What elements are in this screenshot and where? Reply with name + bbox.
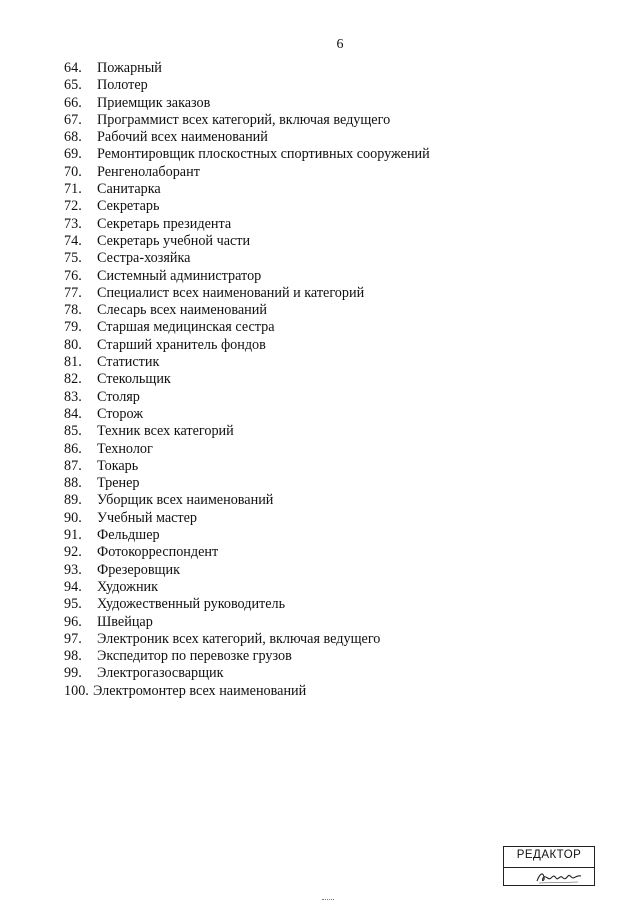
item-number: 85. (64, 423, 82, 440)
list-item (64, 527, 430, 544)
item-number: 91. (64, 527, 82, 544)
item-number: 92. (64, 544, 82, 561)
item-text: Фотокорреспондент (97, 544, 219, 561)
list-item (64, 285, 430, 302)
item-text: Слесарь всех наименований (97, 302, 267, 319)
list-item (64, 441, 430, 458)
item-number: 68. (64, 129, 82, 146)
list-item (64, 181, 430, 198)
list-item (64, 337, 430, 354)
list-item (64, 60, 430, 77)
item-text: Секретарь президента (97, 215, 232, 232)
item-number: 70. (64, 163, 82, 180)
item-text: Стекольщик (97, 371, 171, 388)
item-number: 94. (64, 578, 82, 595)
item-number: 69. (64, 146, 82, 163)
item-text: Приемщик заказов (97, 94, 211, 111)
item-number: 100. (64, 682, 89, 699)
item-number: 96. (64, 613, 82, 630)
item-number: 97. (64, 630, 82, 647)
list-item (64, 562, 430, 579)
item-text: Санитарка (97, 181, 161, 198)
item-text: Сестра-хозяйка (97, 250, 191, 267)
item-text: Художник (97, 578, 159, 595)
list-item (64, 596, 430, 613)
item-number: 74. (64, 232, 82, 249)
item-text: Полотер (97, 77, 148, 94)
list-item (64, 683, 430, 700)
item-number: 66. (64, 94, 82, 111)
list-item (64, 354, 430, 371)
item-number: 75. (64, 250, 82, 267)
item-number: 76. (64, 267, 82, 284)
item-text: Секретарь учебной части (97, 232, 251, 249)
list-item (64, 216, 430, 233)
item-number: 78. (64, 302, 82, 319)
list-item (64, 544, 430, 561)
list-item (64, 579, 430, 596)
item-text: Уборщик всех наименований (97, 492, 274, 509)
item-number: 84. (64, 405, 82, 422)
item-number: 64. (64, 60, 82, 76)
scan-mark (322, 899, 334, 905)
item-text: Сторож (97, 405, 144, 422)
list-item (64, 389, 430, 406)
item-text: Старшая медицинская сестра (97, 319, 275, 336)
list-item (64, 198, 430, 215)
item-text: Системный администратор (97, 267, 262, 284)
item-number: 72. (64, 198, 82, 215)
item-text: Тренер (97, 475, 140, 492)
list-item (64, 250, 430, 267)
page-number: 6 (336, 37, 344, 52)
item-text: Художественный руководитель (97, 596, 286, 613)
item-text: Электроник всех категорий, включая ведущего (97, 630, 381, 647)
list-item (64, 164, 430, 181)
list-item (64, 614, 430, 631)
position-list (64, 60, 430, 700)
item-text: Электрогазосварщик (97, 665, 224, 682)
item-text: Электромонтер всех наименований (93, 682, 307, 699)
item-text: Токарь (97, 457, 139, 474)
list-item (64, 112, 430, 129)
item-text: Старший хранитель фондов (97, 336, 266, 353)
item-text: Пожарный (97, 60, 162, 76)
list-item (64, 268, 430, 285)
item-text: Программист всех категорий, включая ведущего (97, 111, 391, 128)
item-number: 79. (64, 319, 82, 336)
item-number: 88. (64, 475, 82, 492)
list-item (64, 510, 430, 527)
item-text: Фельдшер (97, 527, 160, 544)
list-item (64, 648, 430, 665)
list-item (64, 77, 430, 94)
list-item (64, 319, 430, 336)
item-text: Фрезеровщик (97, 561, 180, 578)
item-number: 81. (64, 354, 82, 371)
list-item (64, 458, 430, 475)
item-number: 95. (64, 596, 82, 613)
item-text: Швейцар (97, 613, 153, 630)
item-text: Секретарь (97, 198, 160, 215)
item-number: 99. (64, 665, 82, 682)
item-number: 93. (64, 561, 82, 578)
list-item (64, 475, 430, 492)
item-number: 90. (64, 509, 82, 526)
list-item (64, 129, 430, 146)
item-number: 86. (64, 440, 82, 457)
item-number: 80. (64, 336, 82, 353)
list-item (64, 95, 430, 112)
list-item (64, 302, 430, 319)
item-number: 82. (64, 371, 82, 388)
item-text: Учебный мастер (97, 509, 198, 526)
list-item (64, 423, 430, 440)
stamp-divider (504, 867, 594, 868)
signature-icon (534, 869, 584, 885)
list-item (64, 371, 430, 388)
item-number: 67. (64, 111, 82, 128)
item-number: 98. (64, 648, 82, 665)
list-item (64, 665, 430, 682)
item-text: Ренгенолаборант (97, 163, 200, 180)
item-number: 77. (64, 284, 82, 301)
list-item (64, 146, 430, 163)
item-text: Статистик (97, 354, 160, 371)
item-number: 89. (64, 492, 82, 509)
item-number: 73. (64, 215, 82, 232)
item-number: 71. (64, 181, 82, 198)
item-text: Техник всех категорий (97, 423, 234, 440)
item-text: Ремонтировщик плоскостных спортивных сооружений (97, 146, 430, 163)
item-text: Рабочий всех наименований (97, 129, 268, 146)
item-number: 83. (64, 388, 82, 405)
item-text: Столяр (97, 388, 140, 405)
item-text: Специалист всех наименований и категорий (97, 284, 365, 301)
list-item (64, 492, 430, 509)
list-item (64, 406, 430, 423)
list-item (64, 233, 430, 250)
item-number: 87. (64, 457, 82, 474)
item-text: Экспедитор по перевозке грузов (97, 648, 292, 665)
item-number: 65. (64, 77, 82, 94)
editor-stamp (503, 846, 595, 886)
list-item (64, 631, 430, 648)
stamp-label: РЕДАКТОР (516, 849, 582, 861)
item-text: Технолог (97, 440, 153, 457)
